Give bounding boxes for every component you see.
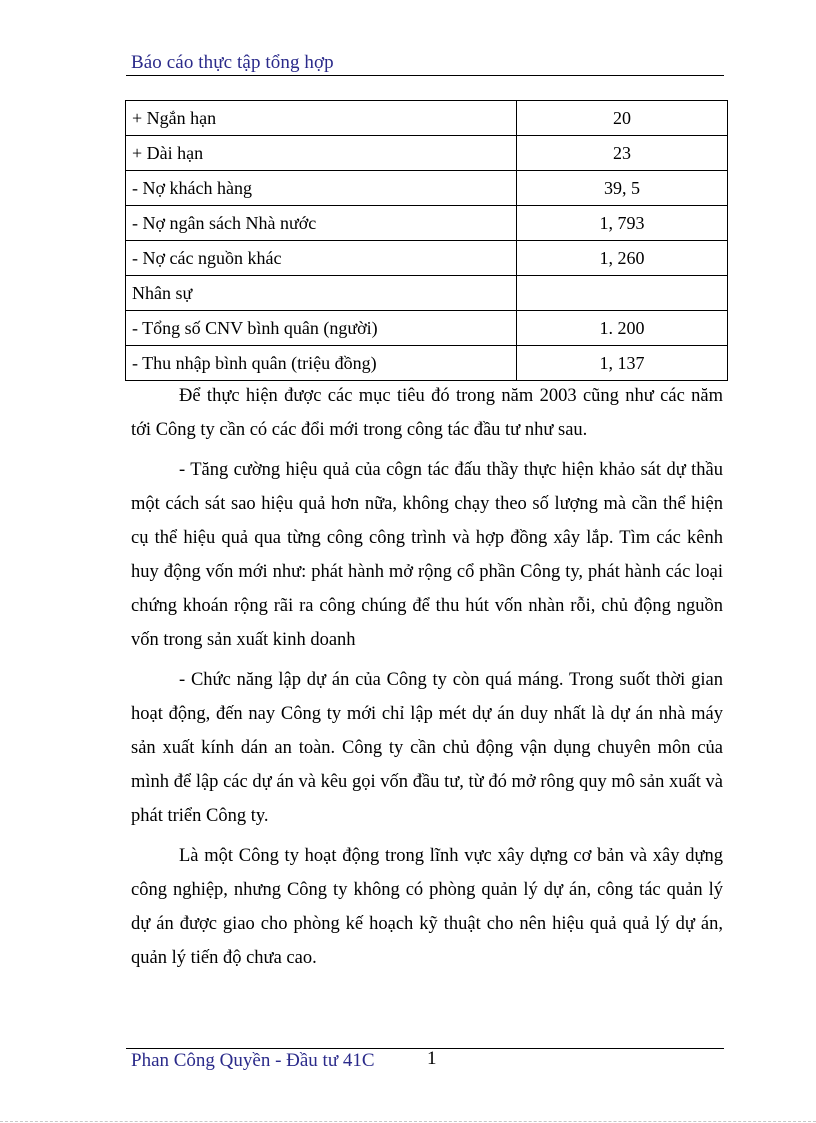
row-label: + Dài hạn <box>126 136 517 171</box>
data-table <box>125 100 728 381</box>
row-value: 1. 200 <box>517 311 728 346</box>
table-row <box>126 101 728 136</box>
page-header-title: Báo cáo thực tập tổng hợp <box>131 52 334 73</box>
row-label: - Thu nhập bình quân (triệu đồng) <box>126 346 517 381</box>
row-value: 23 <box>517 136 728 171</box>
row-value: 39, 5 <box>517 171 728 206</box>
row-label: - Tổng số CNV bình quân (người) <box>126 311 517 346</box>
row-value: 1, 137 <box>517 346 728 381</box>
row-value: 20 <box>517 101 728 136</box>
row-value <box>517 276 728 311</box>
footer-author: Phan Công Quyền - Đầu tư 41C <box>131 1050 375 1071</box>
table-row <box>126 276 728 311</box>
paragraph: Để thực hiện được các mục tiêu đó trong năm 2003 cũng như các năm tới Công ty cần có các đổi mới trong công tác đầu tư như sau. <box>131 386 723 440</box>
row-label: - Nợ các nguồn khác <box>126 241 517 276</box>
row-label: + Ngắn hạn <box>126 101 517 136</box>
table-row <box>126 241 728 276</box>
table-row <box>126 346 728 381</box>
row-value: 1, 260 <box>517 241 728 276</box>
row-label: - Nợ khách hàng <box>126 171 517 206</box>
paragraph: Là một Công ty hoạt động trong lĩnh vực xây dựng cơ bản và xây dựng công nghiệp, nhưng Công ty không có phòng quản lý dự án, công tác quản lý dự án được giao cho phòng kế hoạch kỹ thuật cho nên hiệu quả quả lý dự án, quản lý tiến độ chưa cao. <box>131 846 723 968</box>
table-row <box>126 311 728 346</box>
body-text <box>131 379 723 981</box>
header-divider <box>126 75 724 76</box>
row-value: 1, 793 <box>517 206 728 241</box>
table-row <box>126 136 728 171</box>
row-label: Nhân sự <box>126 276 517 311</box>
paragraph: - Tăng cường hiệu quả của côgn tác đấu thầy thực hiện khảo sát dự thầu một cách sát sao hiệu quả hơn nữa, không chạy theo số lượng mà cần thể hiện cụ thể hiệu quả qua từng công công trình và hợp đồng xây lắp. Tìm các kênh huy động vốn mới như: phát hành mở rộng cổ phần Công ty, phát hành các loại chứng khoán rộng rãi ra công chúng để thu hút vốn nhàn rỗi, chủ động nguồn vốn trong sản xuất kinh doanh <box>131 460 723 650</box>
page-break-line <box>0 1121 816 1122</box>
paragraph: - Chức năng lập dự án của Công ty còn quá máng. Trong suốt thời gian hoạt động, đến nay Công ty mới chỉ lập mét dự án duy nhất là dự án nhà máy sản xuất kính dán an toàn. Công ty cần chủ động vận dụng chuyên môn của mình để lập các dự án và kêu gọi vốn đầu tư, từ đó mở rông quy mô sản xuất và phát triển Công ty. <box>131 670 723 826</box>
footer-divider <box>126 1048 724 1049</box>
table-row <box>126 206 728 241</box>
row-label: - Nợ ngân sách Nhà nước <box>126 206 517 241</box>
page-number: 1 <box>427 1048 437 1069</box>
table-row <box>126 171 728 206</box>
